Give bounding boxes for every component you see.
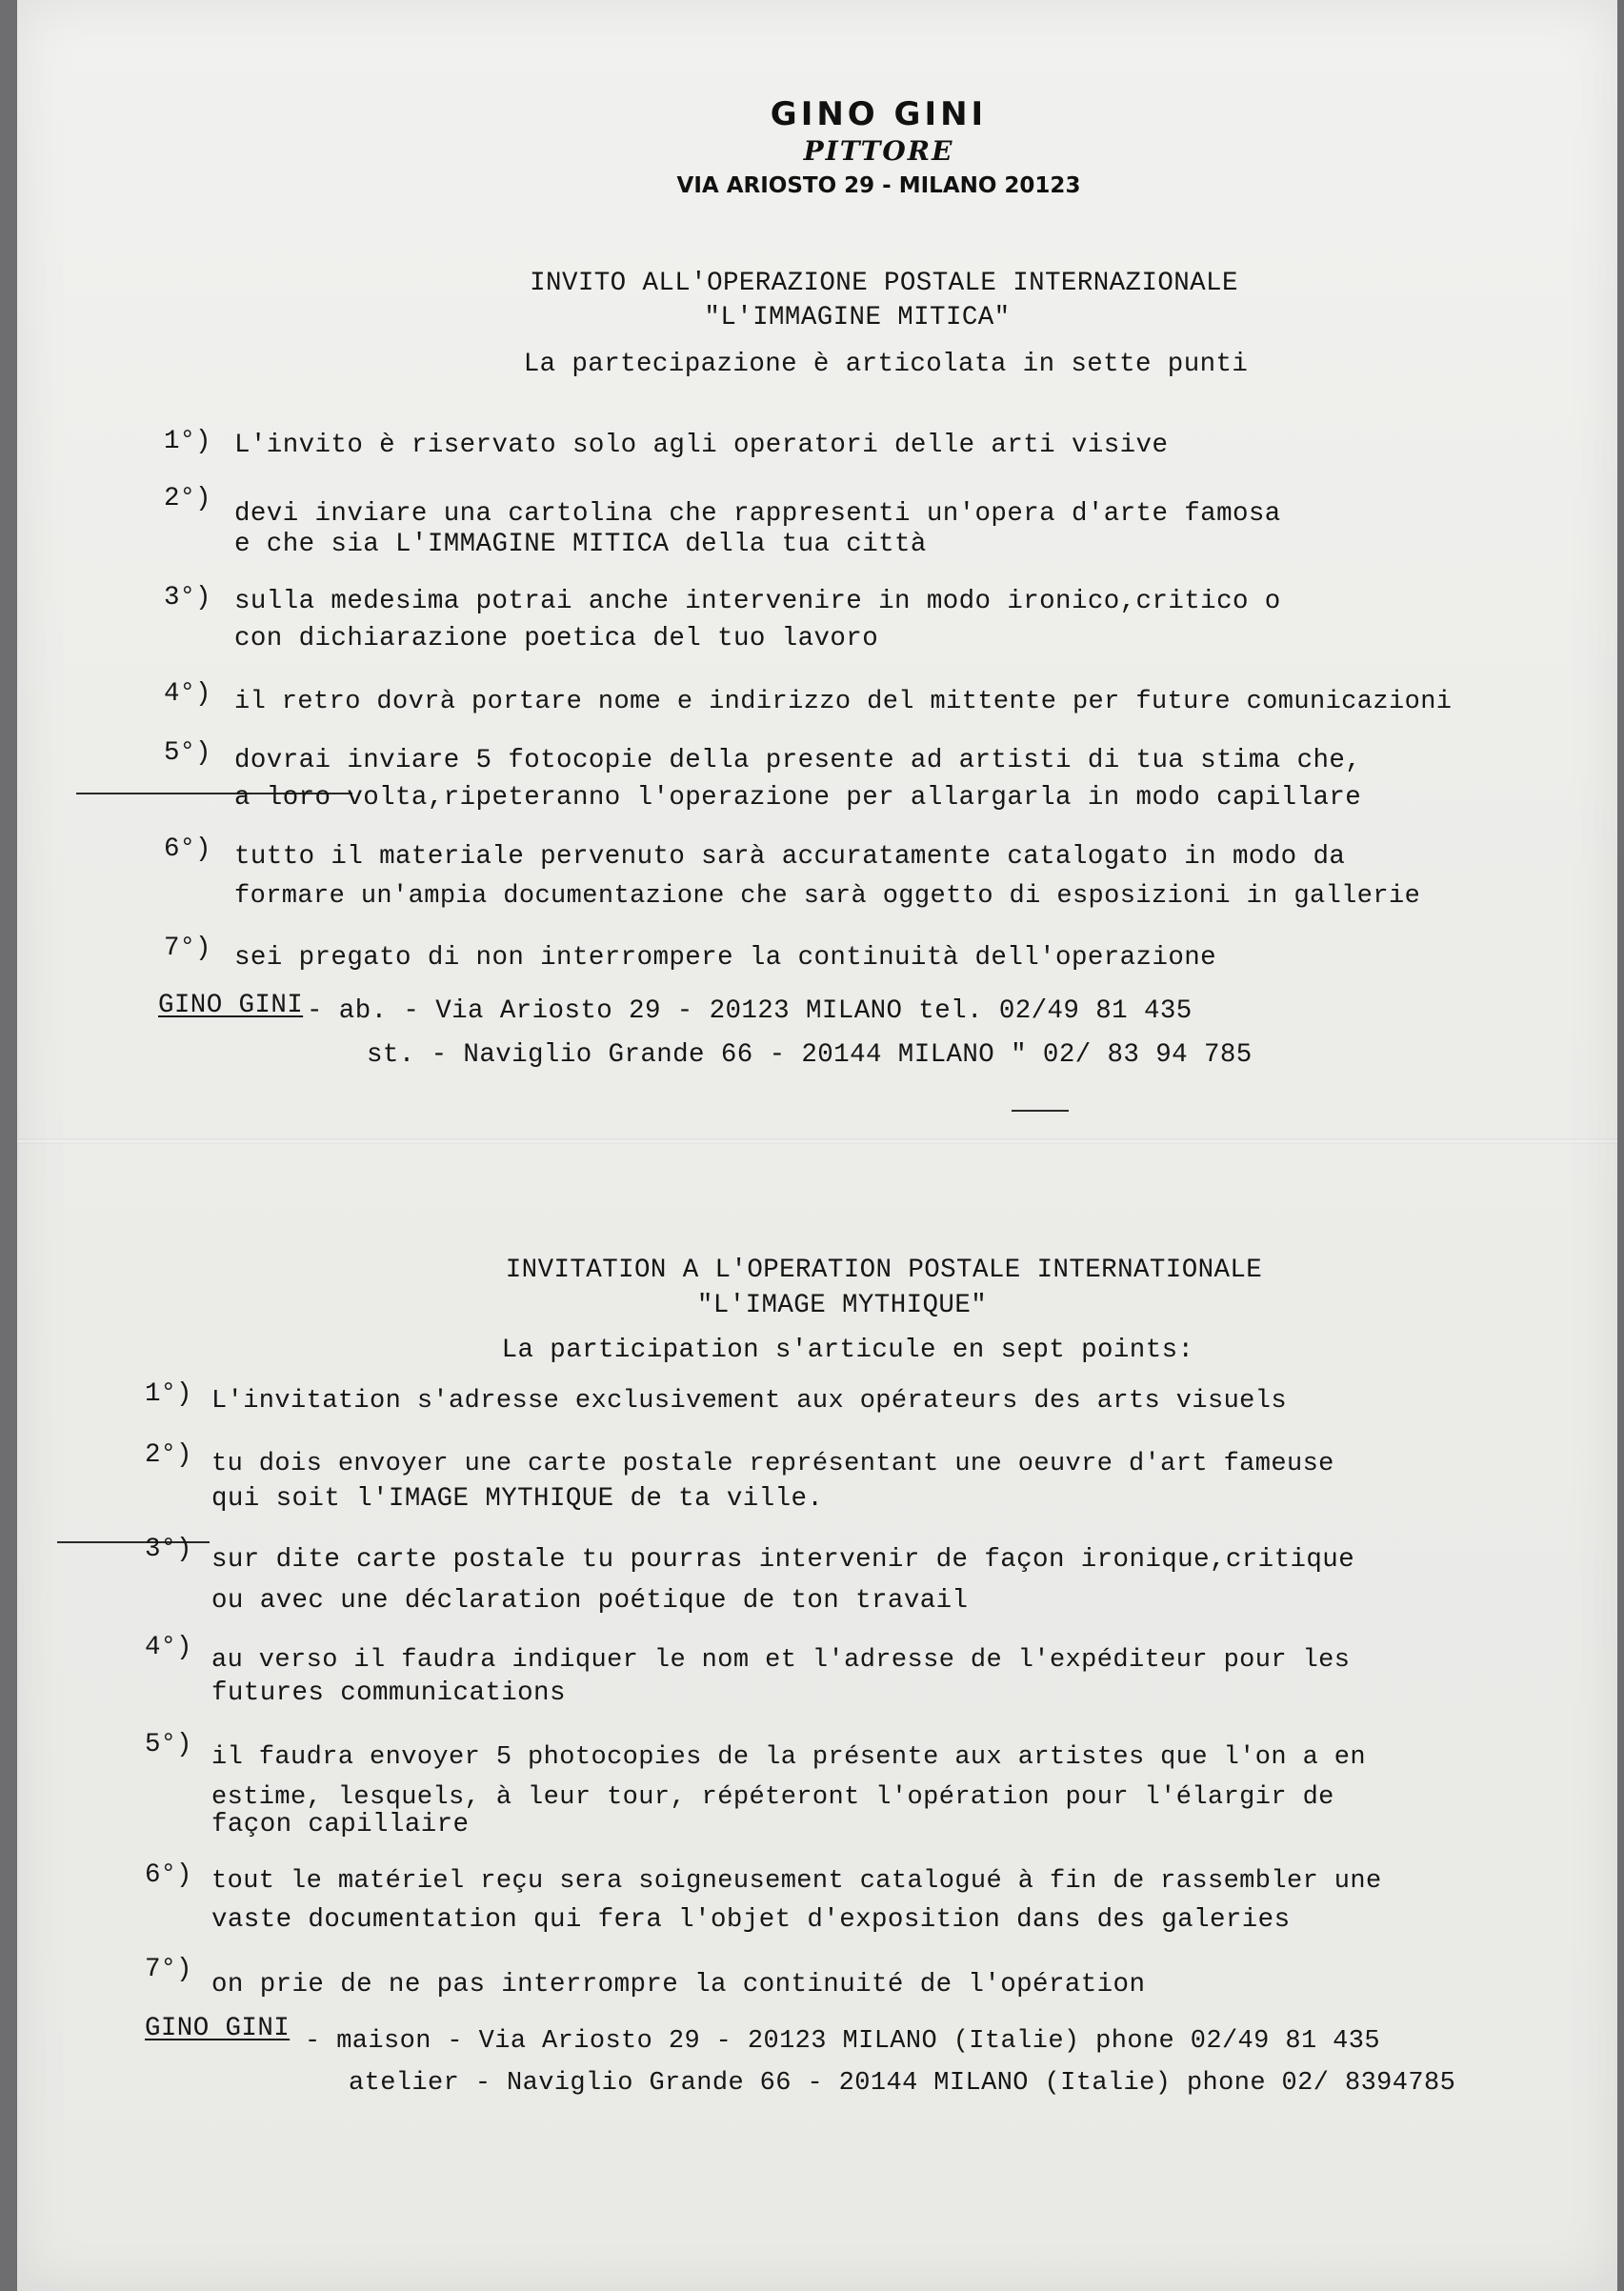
it-point-5-number: 5°) xyxy=(164,738,211,768)
it-point-4-line1: il retro dovrà portare nome e indirizzo del mittente per future comunicazioni xyxy=(234,688,1453,716)
it-point-3-number: 3°) xyxy=(164,583,211,613)
it-point-2-line2: e che sia L'IMMAGINE MITICA della tua città xyxy=(234,530,927,559)
it-contact-line1: - ab. - Via Ariosto 29 - 20123 MILANO tel. 02/49 81 435 xyxy=(307,996,1193,1026)
it-point-1-number: 1°) xyxy=(164,427,211,456)
it-point-6-line1: tutto il materiale pervenuto sarà accuratamente catalogato in modo da xyxy=(234,842,1346,872)
it-intro: La partecipazione è articolata in sette punti xyxy=(523,350,1249,379)
fr-point-4-number: 4°) xyxy=(145,1633,192,1662)
it-point-7-number: 7°) xyxy=(164,934,211,963)
it-point-6-line2: formare un'ampia documentazione che sarà oggetto di esposizioni in gallerie xyxy=(234,882,1421,911)
it-point-5-line2: a loro volta,ripeteranno l'operazione per allargarla in modo capillare xyxy=(234,783,1362,813)
fr-point-6-line2: vaste documentation qui fera l'objet d'exposition dans des galeries xyxy=(211,1905,1291,1935)
fr-point-2-line1: tu dois envoyer une carte postale représentant une oeuvre d'art fameuse xyxy=(211,1450,1334,1478)
it-point-5-line1: dovrai inviare 5 fotocopie della presente ad artisti di tua stima che, xyxy=(234,746,1362,775)
it-title-line2: "L'IMMAGINE MITICA" xyxy=(704,303,1011,332)
it-title-line1: INVITO ALL'OPERAZIONE POSTALE INTERNAZIONALE xyxy=(530,269,1238,298)
fr-point-5-line3: façon capillaire xyxy=(211,1810,470,1839)
fr-contact-line2: atelier - Naviglio Grande 66 - 20144 MILANO (Italie) phone 02/ 8394785 xyxy=(349,2069,1456,2098)
fr-intro: La participation s'articule en sept points: xyxy=(501,1336,1194,1365)
it-point-3-line2: con dichiarazione poetica del tuo lavoro xyxy=(234,624,879,653)
fr-point-7-number: 7°) xyxy=(145,1955,192,1984)
it-point-7-line1: sei pregato di non interrompere la continuità dell'operazione xyxy=(234,943,1217,973)
it-point-2-number: 2°) xyxy=(164,484,211,513)
fr-point-6-number: 6°) xyxy=(145,1860,192,1890)
fr-point-5-line2: estime, lesquels, à leur tour, répéteront l'opération pour l'élargir de xyxy=(211,1783,1334,1812)
fr-point-3-number: 3°) xyxy=(145,1535,192,1564)
fr-point-1-number: 1°) xyxy=(145,1379,192,1409)
fr-point-2-line2: qui soit l'IMAGE MYTHIQUE de ta ville. xyxy=(211,1484,824,1514)
fr-point-5-line1: il faudra envoyer 5 photocopies de la présente aux artistes que l'on a en xyxy=(211,1743,1366,1772)
fr-point-3-line2: ou avec une déclaration poétique de ton travail xyxy=(211,1586,969,1616)
fr-point-4-line1: au verso il faudra indiquer le nom et l'adresse de l'expéditeur pour les xyxy=(211,1646,1351,1675)
it-point-1-line1: L'invito è riservato solo agli operatori delle arti visive xyxy=(234,431,1169,460)
fr-point-1-line1: L'invitation s'adresse exclusivement aux opérateurs des arts visuels xyxy=(211,1387,1287,1416)
fr-point-4-line2: futures communications xyxy=(211,1678,566,1708)
fr-signature: GINO GINI xyxy=(145,2014,291,2043)
fr-contact-line1: - maison - Via Ariosto 29 - 20123 MILANO (Italie) phone 02/49 81 435 xyxy=(305,2027,1380,2056)
it-point-4-number: 4°) xyxy=(164,679,211,709)
fr-point-3-line1: sur dite carte postale tu pourras intervenir de façon ironique,critique xyxy=(211,1545,1355,1575)
fr-point-6-line1: tout le matériel reçu sera soigneusement catalogué à fin de rassembler une xyxy=(211,1867,1382,1896)
letterhead-role: PITTORE xyxy=(803,135,954,167)
fr-title-line1: INVITATION A L'OPERATION POSTALE INTERNATIONALE xyxy=(505,1256,1263,1285)
letterhead-address: VIA ARIOSTO 29 - MILANO 20123 xyxy=(676,173,1081,198)
paper-sheet xyxy=(17,0,1617,2291)
it-point-6-number: 6°) xyxy=(164,834,211,864)
it-point-2-line1: devi inviare una cartolina che rappresenti un'opera d'arte famosa xyxy=(234,499,1281,529)
paper-fold xyxy=(17,1138,1617,1144)
fr-title-line2: "L'IMAGE MYTHIQUE" xyxy=(696,1291,988,1320)
it-point-3-line1: sulla medesima potrai anche intervenire in modo ironico,critico o xyxy=(234,587,1281,616)
it-signature: GINO GINI xyxy=(158,991,304,1020)
fr-point-7-line1: on prie de ne pas interrompre la continuité de l'opération xyxy=(211,1970,1146,2000)
fr-point-5-number: 5°) xyxy=(145,1730,192,1759)
ink-mark xyxy=(1012,1110,1069,1112)
it-contact-line2: st. - Naviglio Grande 66 - 20144 MILANO " 02/ 83 94 785 xyxy=(367,1040,1253,1070)
letterhead-name: GINO GINI xyxy=(770,95,988,133)
fr-point-2-number: 2°) xyxy=(145,1440,192,1470)
